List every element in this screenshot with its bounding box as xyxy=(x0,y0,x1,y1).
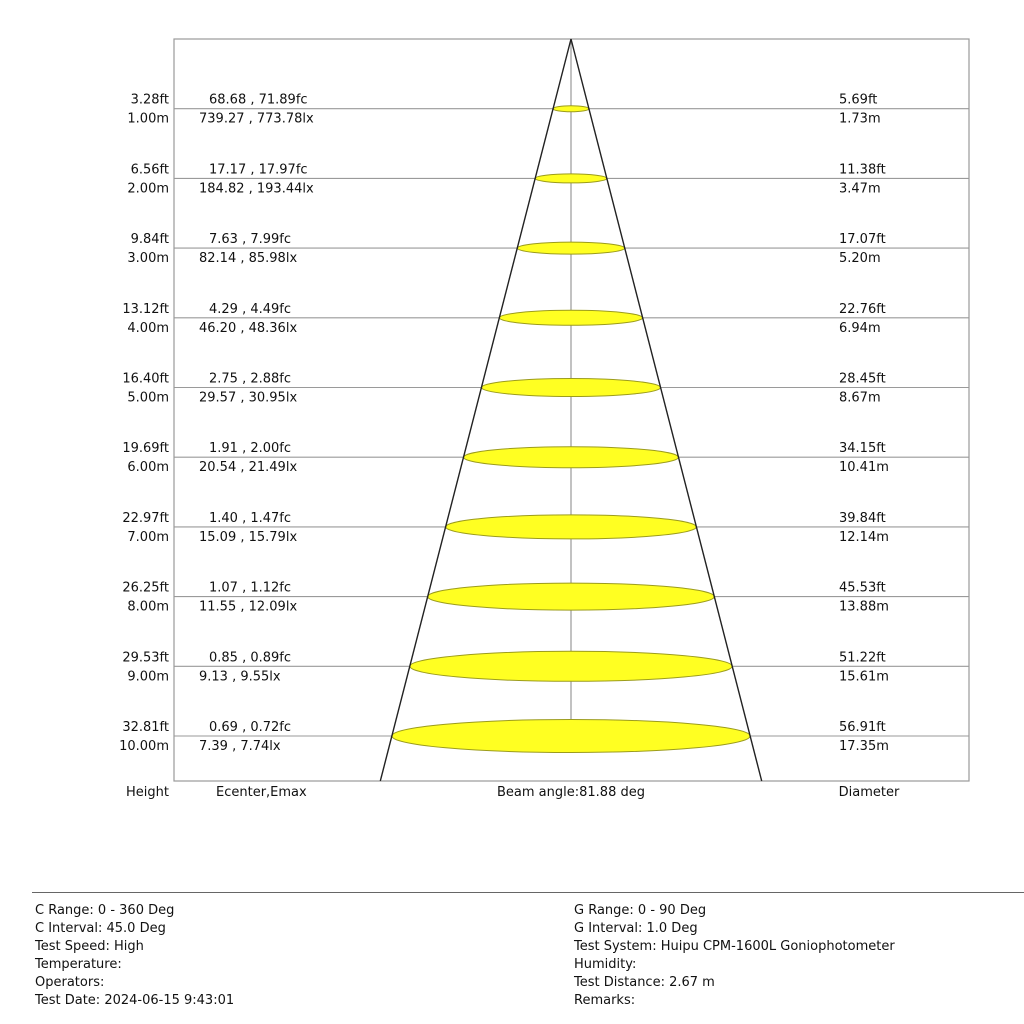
beam-angle-label: Beam angle:81.88 deg xyxy=(497,785,645,800)
c-range: C Range: 0 - 360 Deg xyxy=(35,903,175,918)
height-m-label-4: 4.00m xyxy=(127,320,169,336)
illuminance-lx-label-1: 739.27 , 773.78lx xyxy=(199,111,314,127)
illuminance-fc-label-3: 7.63 , 7.99fc xyxy=(209,232,292,248)
test-speed: Test Speed: High xyxy=(35,939,144,954)
light-spot-3 xyxy=(517,242,624,254)
operators: Operators: xyxy=(35,975,105,990)
diameter-m-label-2: 3.47m xyxy=(839,181,881,197)
diameter-ft-label-2: 11.38ft xyxy=(839,162,886,178)
diameter-ft-label-5: 28.45ft xyxy=(839,371,886,387)
illuminance-lx-label-2: 184.82 , 193.44lx xyxy=(199,181,314,197)
illuminance-fc-label-2: 17.17 , 17.97fc xyxy=(209,162,308,178)
height-ft-label-6: 19.69ft xyxy=(122,441,169,457)
light-spot-8 xyxy=(428,583,715,610)
illuminance-lx-label-4: 46.20 , 48.36lx xyxy=(199,320,298,336)
height-ft-label-4: 13.12ft xyxy=(122,301,169,317)
height-ft-label-7: 22.97ft xyxy=(122,510,169,526)
illuminance-fc-label-9: 0.85 , 0.89fc xyxy=(209,650,292,666)
diameter-ft-label-10: 56.91ft xyxy=(839,720,886,735)
diameter-m-label-9: 15.61m xyxy=(839,669,889,685)
height-ft-label-9: 29.53ft xyxy=(122,650,169,666)
height-m-label-9: 9.00m xyxy=(127,669,169,685)
light-spot-5 xyxy=(481,379,660,397)
light-spot-7 xyxy=(446,515,697,539)
temperature: Temperature: xyxy=(35,957,122,972)
light-spot-10 xyxy=(392,720,750,753)
height-ft-label-3: 9.84ft xyxy=(130,232,169,248)
diameter-m-label-10: 17.35m xyxy=(839,739,889,754)
light-spot-2 xyxy=(535,174,607,183)
illuminance-fc-label-4: 4.29 , 4.49fc xyxy=(209,301,292,317)
test-info-right xyxy=(574,902,895,1010)
test-info-left xyxy=(35,902,234,1010)
illuminance-lx-label-9: 9.13 , 9.55lx xyxy=(199,669,281,685)
illuminance-fc-label-8: 1.07 , 1.12fc xyxy=(209,580,292,596)
diameter-column-label: Diameter xyxy=(838,785,900,800)
diameter-ft-label-7: 39.84ft xyxy=(839,510,886,526)
diameter-m-label-6: 10.41m xyxy=(839,460,889,476)
diameter-m-label-4: 6.94m xyxy=(839,320,881,336)
illuminance-fc-label-7: 1.40 , 1.47fc xyxy=(209,510,292,526)
diameter-ft-label-9: 51.22ft xyxy=(839,650,886,666)
test-system: Test System: Huipu CPM-1600L Goniophotometer xyxy=(574,939,895,954)
illuminance-fc-label-5: 2.75 , 2.88fc xyxy=(209,371,292,387)
illuminance-fc-label-6: 1.91 , 2.00fc xyxy=(209,441,292,457)
height-ft-label-1: 3.28ft xyxy=(130,92,169,108)
height-m-label-8: 8.00m xyxy=(127,599,169,615)
illuminance-lx-label-10: 7.39 , 7.74lx xyxy=(199,739,281,754)
light-spot-1 xyxy=(553,106,589,112)
diameter-m-label-3: 5.20m xyxy=(839,251,881,267)
test-distance: Test Distance: 2.67 m xyxy=(574,975,715,990)
illuminance-lx-label-7: 15.09 , 15.79lx xyxy=(199,529,298,545)
test-date: Test Date: 2024-06-15 9:43:01 xyxy=(35,993,235,1008)
height-ft-label-10: 32.81ft xyxy=(122,720,169,735)
height-ft-label-5: 16.40ft xyxy=(122,371,169,387)
light-spot-4 xyxy=(499,310,642,325)
illuminance-lx-label-6: 20.54 , 21.49lx xyxy=(199,460,298,476)
height-m-label-7: 7.00m xyxy=(127,529,169,545)
height-column-label: Height xyxy=(126,785,169,800)
light-spot-9 xyxy=(410,651,732,681)
g-range: G Range: 0 - 90 Deg xyxy=(574,903,707,918)
height-m-label-6: 6.00m xyxy=(127,460,169,476)
footer-separator xyxy=(32,892,1024,893)
diameter-m-label-8: 13.88m xyxy=(839,599,889,615)
height-m-label-10: 10.00m xyxy=(119,739,169,754)
height-ft-label-8: 26.25ft xyxy=(122,580,169,596)
illuminance-lx-label-8: 11.55 , 12.09lx xyxy=(199,599,298,615)
diameter-ft-label-3: 17.07ft xyxy=(839,232,886,248)
diameter-ft-label-6: 34.15ft xyxy=(839,441,886,457)
diameter-ft-label-1: 5.69ft xyxy=(839,92,878,108)
remarks: Remarks: xyxy=(574,993,636,1008)
height-m-label-5: 5.00m xyxy=(127,390,169,406)
light-spot-6 xyxy=(464,447,679,468)
illuminance-lx-label-5: 29.57 , 30.95lx xyxy=(199,390,298,406)
diameter-m-label-5: 8.67m xyxy=(839,390,881,406)
illuminance-lx-label-3: 82.14 , 85.98lx xyxy=(199,251,298,267)
illuminance-fc-label-10: 0.69 , 0.72fc xyxy=(209,720,292,735)
height-m-label-1: 1.00m xyxy=(127,111,169,127)
illuminance-column-label: Ecenter,Emax xyxy=(216,785,307,800)
diameter-m-label-1: 1.73m xyxy=(839,111,881,127)
illuminance-fc-label-1: 68.68 , 71.89fc xyxy=(209,92,308,108)
diameter-ft-label-4: 22.76ft xyxy=(839,301,886,317)
diameter-ft-label-8: 45.53ft xyxy=(839,580,886,596)
height-m-label-3: 3.00m xyxy=(127,251,169,267)
height-m-label-2: 2.00m xyxy=(127,181,169,197)
height-ft-label-2: 6.56ft xyxy=(130,162,169,178)
g-interval: G Interval: 1.0 Deg xyxy=(574,921,698,936)
humidity: Humidity: xyxy=(574,957,637,972)
diameter-m-label-7: 12.14m xyxy=(839,529,889,545)
c-interval: C Interval: 45.0 Deg xyxy=(35,921,166,936)
